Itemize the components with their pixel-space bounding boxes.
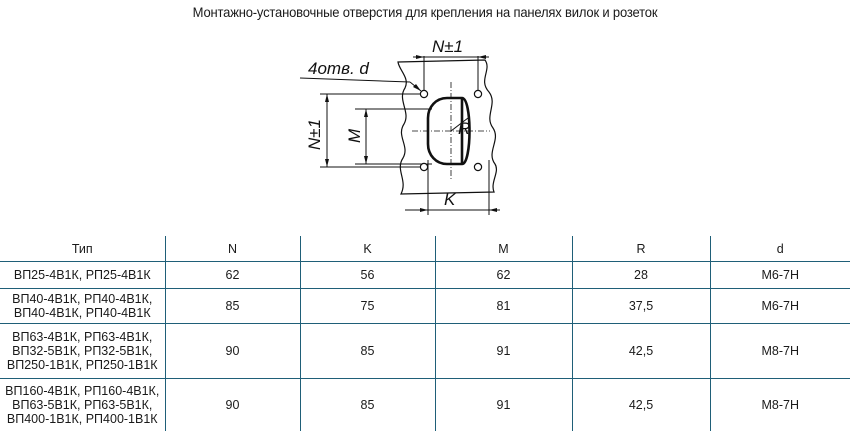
- cell-type: ВП40-4В1К, РП40-4В1К, ВП40-4В1К, РП40-4В1К: [0, 289, 165, 324]
- cell-d: М6-7Н: [710, 289, 850, 324]
- table-header-row: [0, 236, 850, 262]
- header-n: N: [165, 236, 300, 262]
- cell-r: 37,5: [572, 289, 710, 324]
- hole-top-right: [474, 90, 481, 97]
- label-m: M: [345, 128, 364, 143]
- cell-type: ВП63-4В1К, РП63-4В1К, ВП32-5В1К, РП32-5В1К, ВП250-1В1К, РП250-1В1К: [0, 324, 165, 379]
- cell-k: 85: [300, 379, 435, 431]
- cell-n: 85: [165, 289, 300, 324]
- cell-n: 90: [165, 324, 300, 379]
- header-k: K: [300, 236, 435, 262]
- header-type: Тип: [0, 236, 165, 262]
- cell-d: М8-7Н: [710, 324, 850, 379]
- panel-outline: [398, 60, 496, 194]
- cell-m: 91: [435, 324, 572, 379]
- cell-type: ВП160-4В1К, РП160-4В1К, ВП63-5В1К, РП63-5В1К, ВП400-1В1К, РП400-1В1К: [0, 379, 165, 431]
- hole-bottom-right: [474, 163, 481, 170]
- header-r: R: [572, 236, 710, 262]
- page-title: Монтажно-установочные отверстия для крепления на панелях вилок и розеток: [30, 4, 821, 20]
- hole-top-left: [420, 90, 427, 97]
- label-n-top: N±1: [432, 37, 463, 56]
- cell-m: 91: [435, 379, 572, 431]
- cell-d: М8-7Н: [710, 379, 850, 431]
- table-row: [0, 289, 850, 324]
- label-r: R: [458, 119, 470, 138]
- header-d: d: [710, 236, 850, 262]
- spec-table: [0, 236, 850, 431]
- label-k: K: [444, 190, 456, 209]
- cell-m: 81: [435, 289, 572, 324]
- header-m: M: [435, 236, 572, 262]
- label-n-left: N±1: [305, 119, 324, 150]
- cell-r: 42,5: [572, 379, 710, 431]
- table-row: [0, 379, 850, 431]
- table-row: [0, 262, 850, 289]
- table-row: [0, 324, 850, 379]
- cell-type: ВП25-4В1К, РП25-4В1К: [0, 262, 165, 289]
- hole-bottom-left: [420, 163, 427, 170]
- mounting-hole-drawing: [270, 20, 540, 232]
- cell-k: 85: [300, 324, 435, 379]
- cell-r: 28: [572, 262, 710, 289]
- cell-k: 75: [300, 289, 435, 324]
- cell-m: 62: [435, 262, 572, 289]
- cell-d: М6-7Н: [710, 262, 850, 289]
- cell-r: 42,5: [572, 324, 710, 379]
- cell-n: 62: [165, 262, 300, 289]
- label-holes: 4отв. d: [308, 59, 369, 78]
- cell-n: 90: [165, 379, 300, 431]
- cell-k: 56: [300, 262, 435, 289]
